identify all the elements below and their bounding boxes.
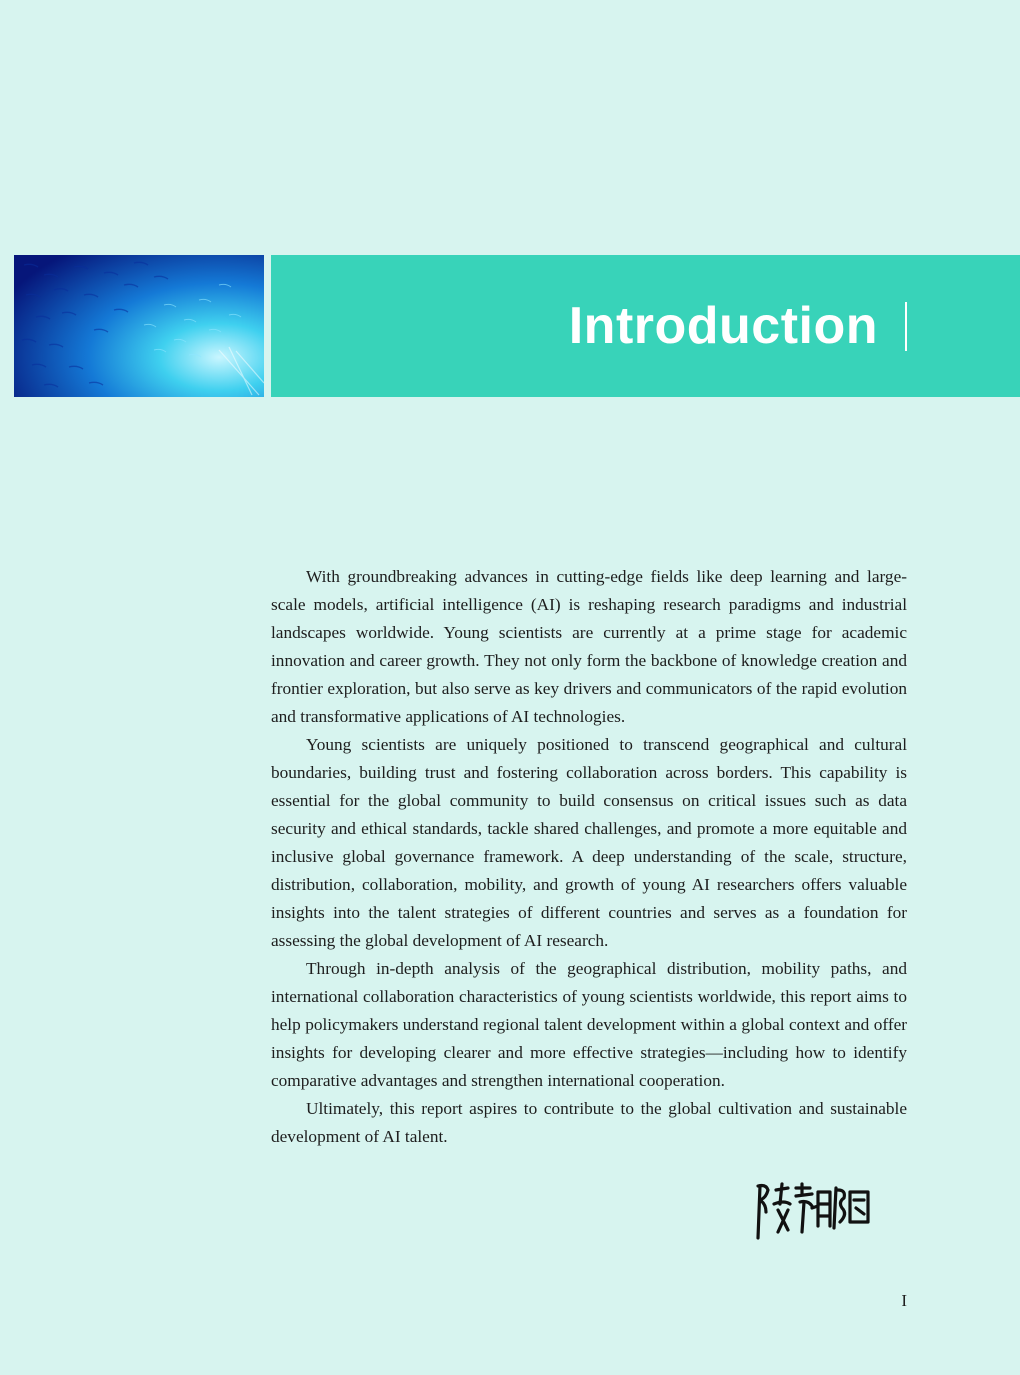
paragraph: Young scientists are uniquely positioned to transcend geographical and cultural boundaries, building trust and fostering collaboration across borders. This capability is essential for the global community to build consensus on critical issues such as data security and ethical standards, tackle shared challenges, and promote a more equitable and inclusive global governance framework. A deep understanding of the scale, structure, distribution, collaboration, mobility, and growth of young AI researchers offers valuable insights into the talent strategies of different countries and serves as a foundation for assessing the global development of AI research. xyxy=(271,735,907,950)
title-band xyxy=(271,255,1020,397)
title-divider xyxy=(905,302,907,351)
paragraph: Ultimately, this report aspires to contribute to the global cultivation and sustainable development of AI talent. xyxy=(271,1099,907,1146)
page-number: I xyxy=(901,1291,907,1310)
school-of-fish-photo xyxy=(14,255,264,397)
body-text xyxy=(271,563,907,1151)
handwritten-signature-icon xyxy=(752,1180,872,1242)
paragraph: Through in-depth analysis of the geographical distribution, mobility paths, and international collaboration characteristics of young scientists worldwide, this report aims to help policymakers understand regional talent development within a global context and offer insights for developing clearer and more effective strategies—including how to identify comparative advantages and strengthen international cooperation. xyxy=(271,959,907,1090)
paragraph: With groundbreaking advances in cutting-edge fields like deep learning and large-scale models, artificial intelligence (AI) is reshaping research paradigms and industrial landscapes worldwide. Young scientists are currently at a prime stage for academic innovation and career growth. They not only form the backbone of knowledge creation and frontier exploration, but also serve as key drivers and communicators of the rapid evolution and transformative applications of AI technologies. xyxy=(271,567,907,726)
page-title: Introduction xyxy=(568,297,878,355)
